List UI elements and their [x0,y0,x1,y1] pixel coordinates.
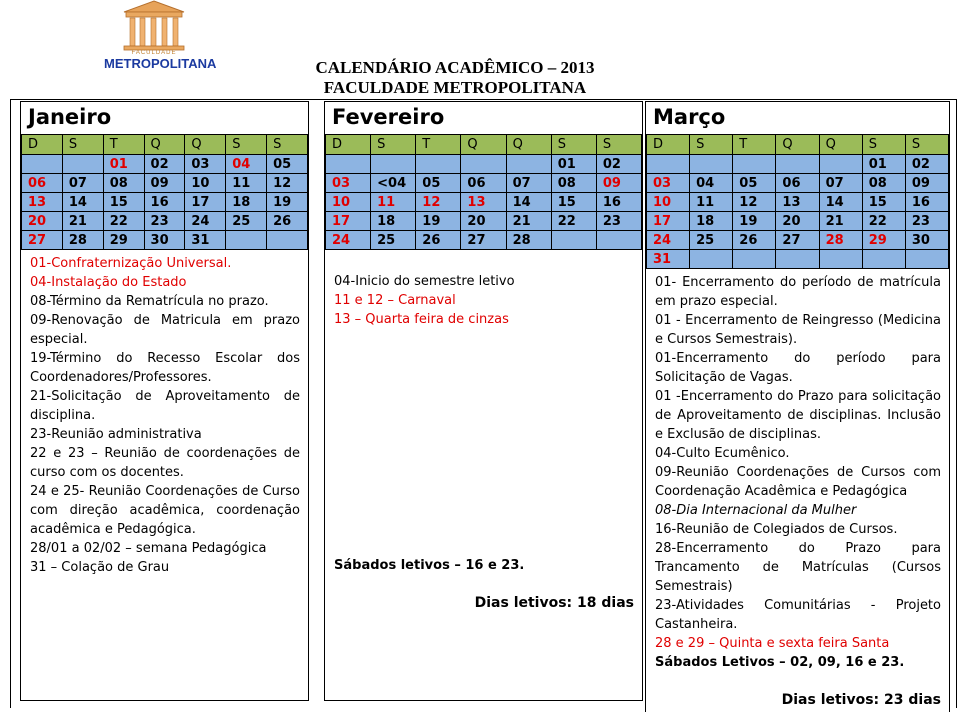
note-item: 23-Reunião administrativa [30,427,202,442]
note-item: 01 - Encerramento de Reingresso (Medicina e Cursos Semestrais). [655,313,941,347]
day-cell: 28 [506,231,551,250]
day-cell: 05 [733,174,776,193]
day-cell: 13 [22,193,63,212]
note-item: 08-Término da Rematrícula no prazo. [30,294,269,309]
week-row [647,250,949,269]
day-cell: 31 [185,231,226,250]
day-cell: 08 [103,174,144,193]
day-cell: 27 [461,231,506,250]
day-cell: 24 [647,231,690,250]
weekday-header-row [647,135,949,155]
weekday-cell: T [103,135,144,155]
weekday-cell: Q [819,135,862,155]
week-row [647,155,949,174]
note-item: 19-Término do Recesso Escolar dos Coordenadores/Professores. [30,351,300,385]
day-cell: 03 [185,155,226,174]
day-cell: 06 [461,174,506,193]
day-cell: 19 [733,212,776,231]
day-cell [690,250,733,269]
note-item: 13 – Quarta feira de cinzas [334,312,509,327]
day-cell: 18 [690,212,733,231]
day-cell: 29 [862,231,905,250]
day-cell: 07 [506,174,551,193]
day-cell: 03 [326,174,371,193]
note-item: 01- Encerramento do período de matrícula em prazo especial. [655,275,941,309]
notes-list [21,250,308,577]
week-row [22,174,308,193]
day-cell: 13 [461,193,506,212]
day-cell [506,155,551,174]
title-line-2: FACULDADE METROPOLITANA [323,78,587,97]
day-cell: 22 [103,212,144,231]
note-item: 09-Renovação de Matricula em prazo especial. [30,313,300,347]
weekday-cell: Q [144,135,185,155]
month-title: Fevereiro [332,105,445,129]
day-cell [905,250,948,269]
day-cell: 09 [144,174,185,193]
week-row [22,155,308,174]
day-cell: 20 [461,212,506,231]
note-item: 08-Dia Internacional da Mulher [655,503,857,518]
weekday-cell: Q [776,135,819,155]
day-cell: 06 [22,174,63,193]
note-item: 09-Reunião Coordenações de Cursos com Coordenação Acadêmica e Pedagógica [655,465,941,499]
day-cell [647,155,690,174]
weekday-cell: T [733,135,776,155]
day-cell: 07 [62,174,103,193]
weekday-cell: T [416,135,461,155]
note-item: 21-Solicitação de Aproveitamento de disciplina. [30,389,300,423]
day-cell: 17 [647,212,690,231]
day-cell [733,250,776,269]
week-row [647,212,949,231]
day-cell: 02 [596,155,641,174]
week-row [22,193,308,212]
dias-letivos: Dias letivos: 23 dias [781,692,941,708]
day-cell [226,231,267,250]
day-cell: 05 [267,155,308,174]
day-cell: 16 [144,193,185,212]
day-cell: 25 [371,231,416,250]
day-cell: 21 [819,212,862,231]
note-item: 22 e 23 – Reunião de coordenações de curso com os docentes. [30,446,300,480]
day-cell: 12 [267,174,308,193]
weekday-cell: D [326,135,371,155]
month-panel-janeiro [20,101,309,701]
weekday-cell: S [267,135,308,155]
week-row [326,231,642,250]
day-cell: 31 [647,250,690,269]
day-cell [596,231,641,250]
calendar-table [21,134,308,250]
weekday-cell: S [905,135,948,155]
note-item: 28-Encerramento do Prazo para Trancamento de Matrículas (Cursos Semestrais) [655,541,941,594]
note-item: 04-Instalação do Estado [30,275,187,290]
weekday-cell: D [647,135,690,155]
weekday-cell: S [690,135,733,155]
day-cell: 15 [103,193,144,212]
week-row [22,212,308,231]
day-cell: 08 [862,174,905,193]
day-cell [551,231,596,250]
day-cell: 09 [905,174,948,193]
day-cell: 03 [647,174,690,193]
day-cell: 13 [776,193,819,212]
day-cell: 05 [416,174,461,193]
weekday-cell: Q [185,135,226,155]
title-line-1: CALENDÁRIO ACADÊMICO – 2013 [315,58,595,77]
note-item: 24 e 25- Reunião Coordenações de Curso com direção acadêmica, coordenação acadêmica e Pedagógica. [30,484,300,537]
day-cell [267,231,308,250]
week-row [647,193,949,212]
day-cell: 24 [326,231,371,250]
day-cell: 01 [862,155,905,174]
calendar-table [646,134,949,269]
day-cell: 02 [905,155,948,174]
month-panel-fevereiro [324,101,643,701]
page-title [250,58,660,98]
day-cell: 15 [551,193,596,212]
day-cell [776,155,819,174]
day-cell: 11 [371,193,416,212]
notes-list [646,269,949,672]
day-cell: 26 [733,231,776,250]
day-cell: 28 [62,231,103,250]
note-item: 04-Culto Ecumênico. [655,446,790,461]
day-cell: 23 [596,212,641,231]
note-item: 01-Encerramento do período para Solicitação de Vagas. [655,351,941,385]
day-cell [690,155,733,174]
day-cell: 22 [551,212,596,231]
day-cell [776,250,819,269]
month-title: Março [653,105,726,129]
day-cell: 10 [647,193,690,212]
day-cell: 20 [22,212,63,231]
day-cell: 16 [596,193,641,212]
week-row [647,174,949,193]
note-item: 01 -Encerramento do Prazo para solicitação de Aproveitamento de disciplinas. Inclusão e Exclusão de disciplinas. [655,389,941,442]
day-cell [461,155,506,174]
dias-letivos: Dias letivos: 18 dias [474,595,634,611]
weekday-cell: D [22,135,63,155]
day-cell [819,155,862,174]
day-cell: 11 [226,174,267,193]
day-cell: 21 [62,212,103,231]
day-cell: 04 [690,174,733,193]
weekday-cell: S [226,135,267,155]
day-cell: 14 [819,193,862,212]
day-cell: 24 [185,212,226,231]
month-title: Janeiro [28,105,112,129]
week-row [22,231,308,250]
week-row [326,212,642,231]
weekday-cell: S [551,135,596,155]
day-cell: 01 [551,155,596,174]
day-cell: 29 [103,231,144,250]
weekday-cell: S [596,135,641,155]
notes-list [325,250,642,329]
note-item: 31 – Colação de Grau [30,560,170,575]
day-cell: 30 [144,231,185,250]
day-cell: 18 [226,193,267,212]
day-cell: 14 [506,193,551,212]
day-cell: 12 [733,193,776,212]
week-row [647,231,949,250]
day-cell: 08 [551,174,596,193]
day-cell: 06 [776,174,819,193]
day-cell [62,155,103,174]
note-item: 01-Confraternização Universal. [30,256,232,271]
day-cell: 17 [326,212,371,231]
day-cell: 25 [226,212,267,231]
temple-logo-icon [104,0,204,56]
sabados-letivos: Sábados letivos – 16 e 23. [334,558,525,573]
day-cell [371,155,416,174]
day-cell [416,155,461,174]
day-cell: 27 [776,231,819,250]
day-cell: 21 [506,212,551,231]
day-cell [862,250,905,269]
calendar-table [325,134,642,250]
note-item: 04-Inicio do semestre letivo [334,274,515,289]
note-item: Sábados Letivos – 02, 09, 16 e 23. [655,655,905,670]
logo-subtitle: FACULDADE [131,50,177,56]
weekday-cell: Q [506,135,551,155]
logo [104,0,217,80]
day-cell: 23 [905,212,948,231]
day-cell: 10 [185,174,226,193]
weekday-cell: S [371,135,416,155]
day-cell: 01 [103,155,144,174]
note-item: 28 e 29 – Quinta e sexta feira Santa [655,636,890,651]
weekday-cell: S [862,135,905,155]
day-cell: 23 [144,212,185,231]
day-cell: 17 [185,193,226,212]
day-cell [326,155,371,174]
note-item: 16-Reunião de Colegiados de Cursos. [655,522,898,537]
day-cell: 18 [371,212,416,231]
day-cell: 16 [905,193,948,212]
day-cell: 09 [596,174,641,193]
note-item: 11 e 12 – Carnaval [334,293,456,308]
day-cell: 19 [416,212,461,231]
day-cell: 27 [22,231,63,250]
week-row [326,193,642,212]
day-cell: 07 [819,174,862,193]
day-cell: <04 [371,174,416,193]
day-cell: 19 [267,193,308,212]
day-cell: 25 [690,231,733,250]
day-cell: 26 [267,212,308,231]
day-cell: 02 [144,155,185,174]
day-cell [819,250,862,269]
day-cell: 15 [862,193,905,212]
day-cell: 26 [416,231,461,250]
day-cell: 28 [819,231,862,250]
note-item: 28/01 a 02/02 – semana Pedagógica [30,541,267,556]
weekday-cell: Q [461,135,506,155]
day-cell: 30 [905,231,948,250]
day-cell: 12 [416,193,461,212]
day-cell: 10 [326,193,371,212]
day-cell: 22 [862,212,905,231]
day-cell [22,155,63,174]
month-panel-marco [645,101,950,712]
day-cell [733,155,776,174]
week-row [326,155,642,174]
day-cell: 14 [62,193,103,212]
weekday-cell: S [62,135,103,155]
day-cell: 20 [776,212,819,231]
day-cell: 11 [690,193,733,212]
weekday-header-row [22,135,308,155]
logo-name: METROPOLITANA [104,56,217,71]
day-cell: 04 [226,155,267,174]
weekday-header-row [326,135,642,155]
week-row [326,174,642,193]
note-item: 23-Atividades Comunitárias - Projeto Castanheira. [655,598,941,632]
